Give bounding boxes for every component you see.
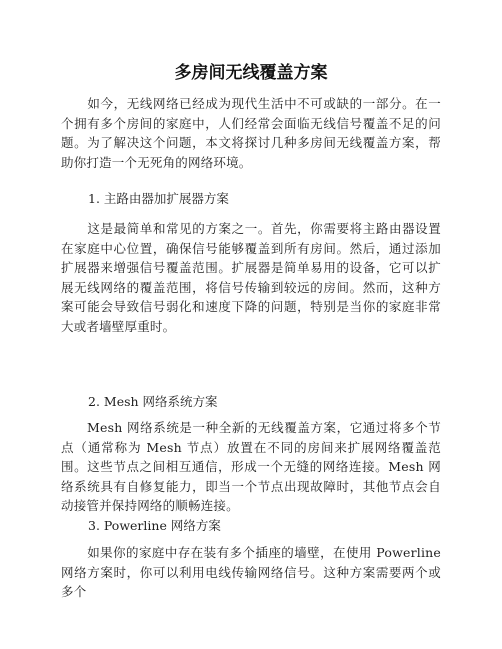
intro-text: 如今，无线网络已经成为现代生活中不可或缺的一部分。在一个拥有多个房间的家庭中，人们经常会面临无线信号覆盖不足的问题。为了解决这个问题，本文将探讨几种多房间无线覆盖方案，帮助你打造一个无死角的网络环境。 [61,96,441,170]
section-2-text: Mesh 网络系统是一种全新的无线覆盖方案，它通过将多个节点（通常称为 Mesh 节点）放置在不同的房间来扩展网络覆盖范围。这些节点之间相互通信，形成一个无缝的网络连接。Mesh 网络系统具有自修复能力，即当一个节点出现故障时，其他节点会自动接管并保持网络的顺畅连接。 [61,420,441,513]
section-3-text: 如果你的家庭中存在装有多个插座的墙壁，在使用 Powerline 网络方案时，你可以利用电线传输网络信号。这种方案需要两个或多个 [61,545,441,599]
intro-paragraph [61,94,441,172]
section-1-text: 这是最简单和常见的方案之一。首先，你需要将主路由器设置在家庭中心位置，确保信号能够覆盖到所有房间。然后，通过添加扩展器来增强信号覆盖范围。扩展器是简单易用的设备，它可以扩展无线网络的覆盖范围，将信号传输到较远的房间。然而，这种方案可能会导致信号弱化和速度下降的问题，特别是当你的家庭非常大或者墙壁厚重时。 [61,221,441,334]
section-2-heading: 2. Mesh 网络系统方案 [88,394,218,409]
section-3-paragraph [61,543,441,602]
section-2-paragraph [61,418,441,516]
section-1-heading: 1. 主路由器加扩展器方案 [88,191,229,206]
section-1-paragraph [61,219,441,336]
document-title: 多房间无线覆盖方案 [174,63,328,83]
section-3-heading: 3. Powerline 网络方案 [88,518,221,533]
